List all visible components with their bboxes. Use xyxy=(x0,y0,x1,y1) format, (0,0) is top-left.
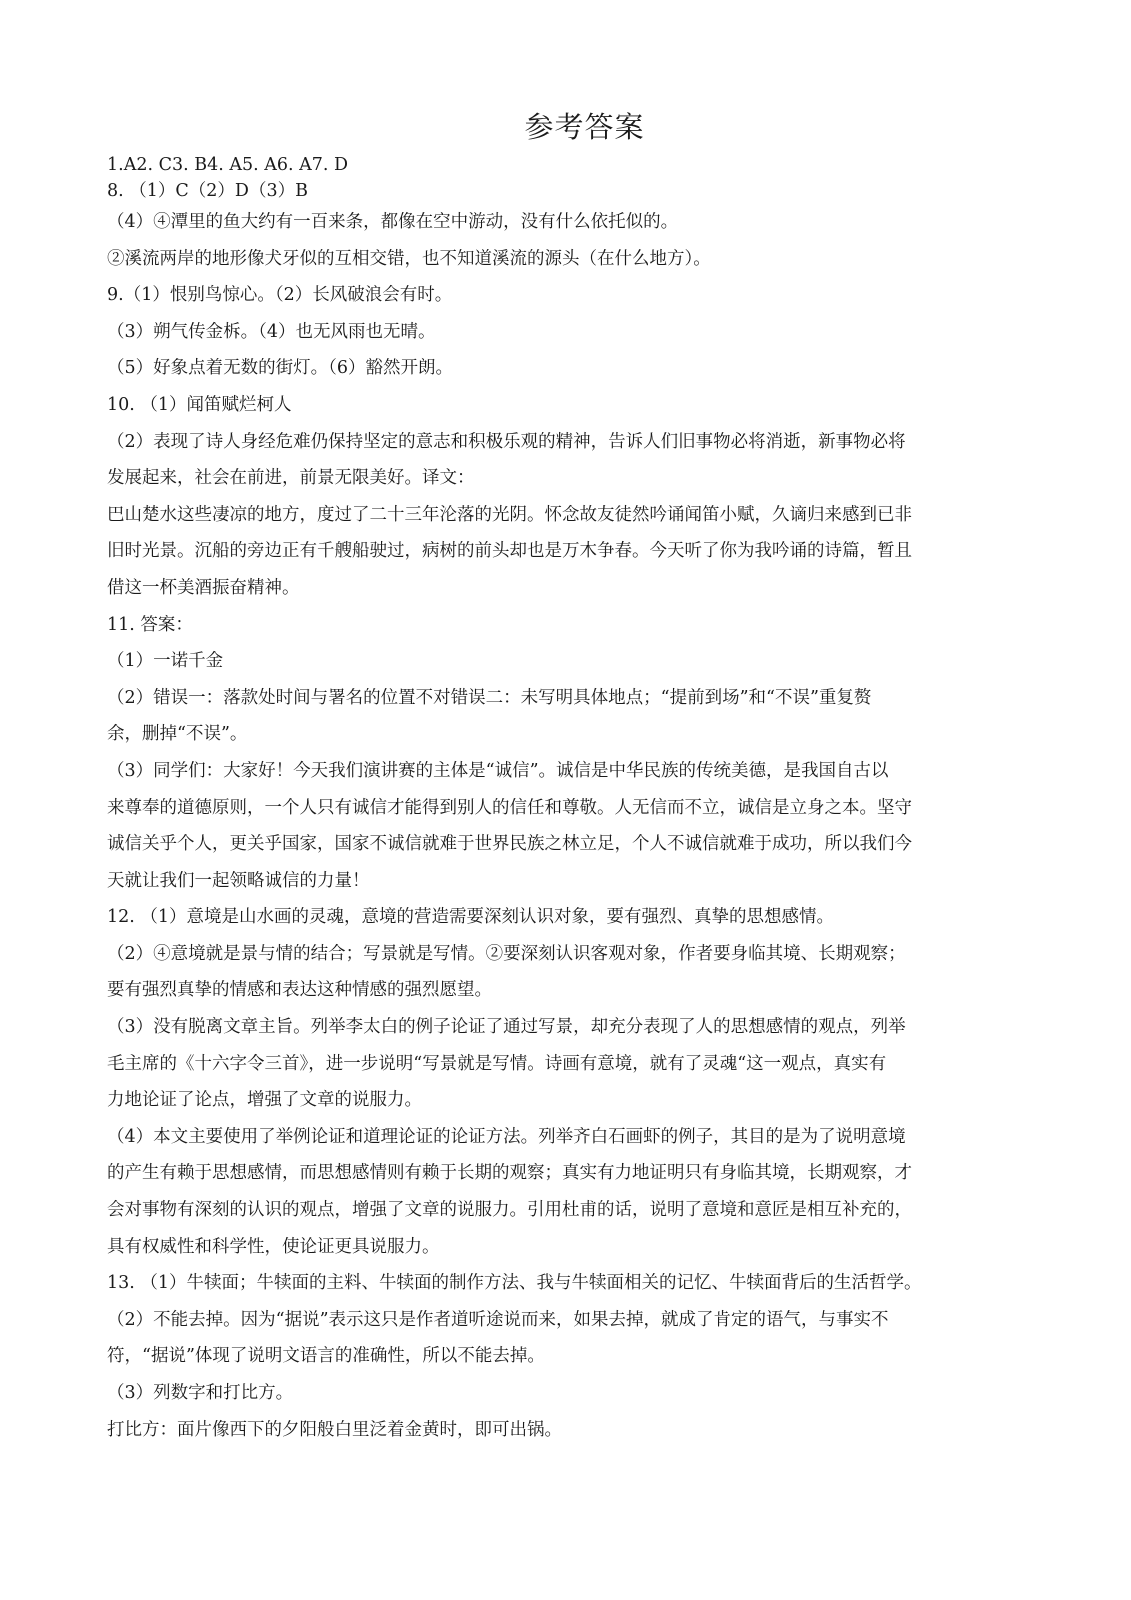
answer-line: 巴山楚水这些凄凉的地方，度过了二十三年沦落的光阴。怀念故友徒然吟诵闻笛小赋，久谪归来感到已非 xyxy=(107,504,912,525)
answer-line: 12. （1）意境是山水画的灵魂，意境的营造需要深刻认识对象，要有强烈、真挚的思想感情。 xyxy=(107,907,835,928)
page-title: 参考答案 xyxy=(524,110,645,144)
answer-line: 天就让我们一起领略诚信的力量！ xyxy=(107,870,370,891)
answer-line: 余，删掉“不误”。 xyxy=(107,724,248,745)
answer-line: 13. （1）牛犊面；牛犊面的主料、牛犊面的制作方法、我与牛犊面相关的记忆、牛犊面背后的生活哲学。 xyxy=(107,1273,922,1294)
answer-line: （3）同学们：大家好！今天我们演讲赛的主体是“诚信”。诚信是中华民族的传统美德，是我国自古以 xyxy=(107,760,889,781)
answer-line: 毛主席的《十六字令三首》，进一步说明“写景就是写情。诗画有意境，就有了灵魂“这一观点，真实有 xyxy=(107,1053,887,1074)
answer-lines xyxy=(107,152,1032,1448)
answer-line: 符，“据说”体现了说明文语言的准确性，所以不能去掉。 xyxy=(107,1346,545,1367)
answer-line: （1）一诺千金 xyxy=(107,651,224,672)
answer-line: （2）不能去掉。因为“据说”表示这只是作者道听途说而来，如果去掉，就成了肯定的语气，与事实不 xyxy=(107,1309,889,1330)
answer-line: （3）列数字和打比方。 xyxy=(107,1383,294,1403)
answer-line: 力地论证了论点，增强了文章的说服力。 xyxy=(107,1090,422,1111)
answer-line: （3）朔气传金柝。（4）也无风雨也无晴。 xyxy=(107,321,436,342)
answer-line: 8. （1）C（2）D（3）B xyxy=(107,181,308,201)
answer-line: （2）错误一：落款处时间与署名的位置不对错误二：未写明具体地点；“提前到场”和“不误”重复赘 xyxy=(107,687,872,708)
answer-line: 要有强烈真挚的情感和表达这种情感的强烈愿望。 xyxy=(107,980,492,1001)
answer-line: （2）④意境就是景与情的结合；写景就是写情。②要深刻认识客观对象，作者要身临其境、长期观察； xyxy=(107,943,906,964)
answer-line: 的产生有赖于思想感情，而思想感情则有赖于长期的观察；真实有力地证明只有身临其境，长期观察，才 xyxy=(107,1163,912,1184)
answer-line: （4）本文主要使用了举例论证和道理论证的论证方法。列举齐白石画虾的例子，其目的是为了说明意境 xyxy=(107,1126,906,1147)
answer-line: 诚信关乎个人，更关乎国家，国家不诚信就难于世界民族之林立足，个人不诚信就难于成功，所以我们今 xyxy=(107,834,912,855)
answer-page xyxy=(107,108,1032,1448)
answer-line: 具有权威性和科学性，使论证更具说服力。 xyxy=(107,1236,440,1257)
answer-line: （5）好象点着无数的街灯。（6）豁然开朗。 xyxy=(107,358,454,379)
answer-line: 借这一杯美酒振奋精神。 xyxy=(107,577,300,598)
answer-line: 打比方：面片像西下的夕阳般白里泛着金黄时，即可出锅。 xyxy=(107,1419,562,1440)
answer-line: 1.A2. C3. B4. A5. A6. A7. D xyxy=(107,155,349,175)
answer-line: 发展起来，社会在前进，前景无限美好。译文： xyxy=(107,468,475,489)
answer-line: 11. 答案： xyxy=(107,614,193,635)
answer-line: （3）没有脱离文章主旨。列举李太白的例子论证了通过写景，却充分表现了人的思想感情的观点，列举 xyxy=(107,1017,906,1038)
answer-line: ②溪流两岸的地形像犬牙似的互相交错，也不知道溪流的源头（在什么地方）。 xyxy=(107,248,711,269)
answer-line: 旧时光景。沉船的旁边正有千艘船驶过，病树的前头却也是万木争春。今天听了你为我吟诵的诗篇，暂且 xyxy=(107,541,912,562)
answer-line: 会对事物有深刻的认识的观点，增强了文章的说服力。引用杜甫的话，说明了意境和意匠是相互补充的， xyxy=(107,1200,912,1221)
answer-line: （2）表现了诗人身经危难仍保持坚定的意志和积极乐观的精神，告诉人们旧事物必将消逝，新事物必将 xyxy=(107,431,906,452)
answer-line: 9.（1）恨别鸟惊心。（2）长风破浪会有时。 xyxy=(107,285,453,306)
answer-line: （4）④潭里的鱼大约有一百来条，都像在空中游动，没有什么依托似的。 xyxy=(107,212,679,232)
answer-line: 来尊奉的道德原则，一个人只有诚信才能得到别人的信任和尊敬。人无信而不立，诚信是立身之本。坚守 xyxy=(107,797,912,818)
answer-line: 10. （1）闻笛赋烂柯人 xyxy=(107,394,292,415)
